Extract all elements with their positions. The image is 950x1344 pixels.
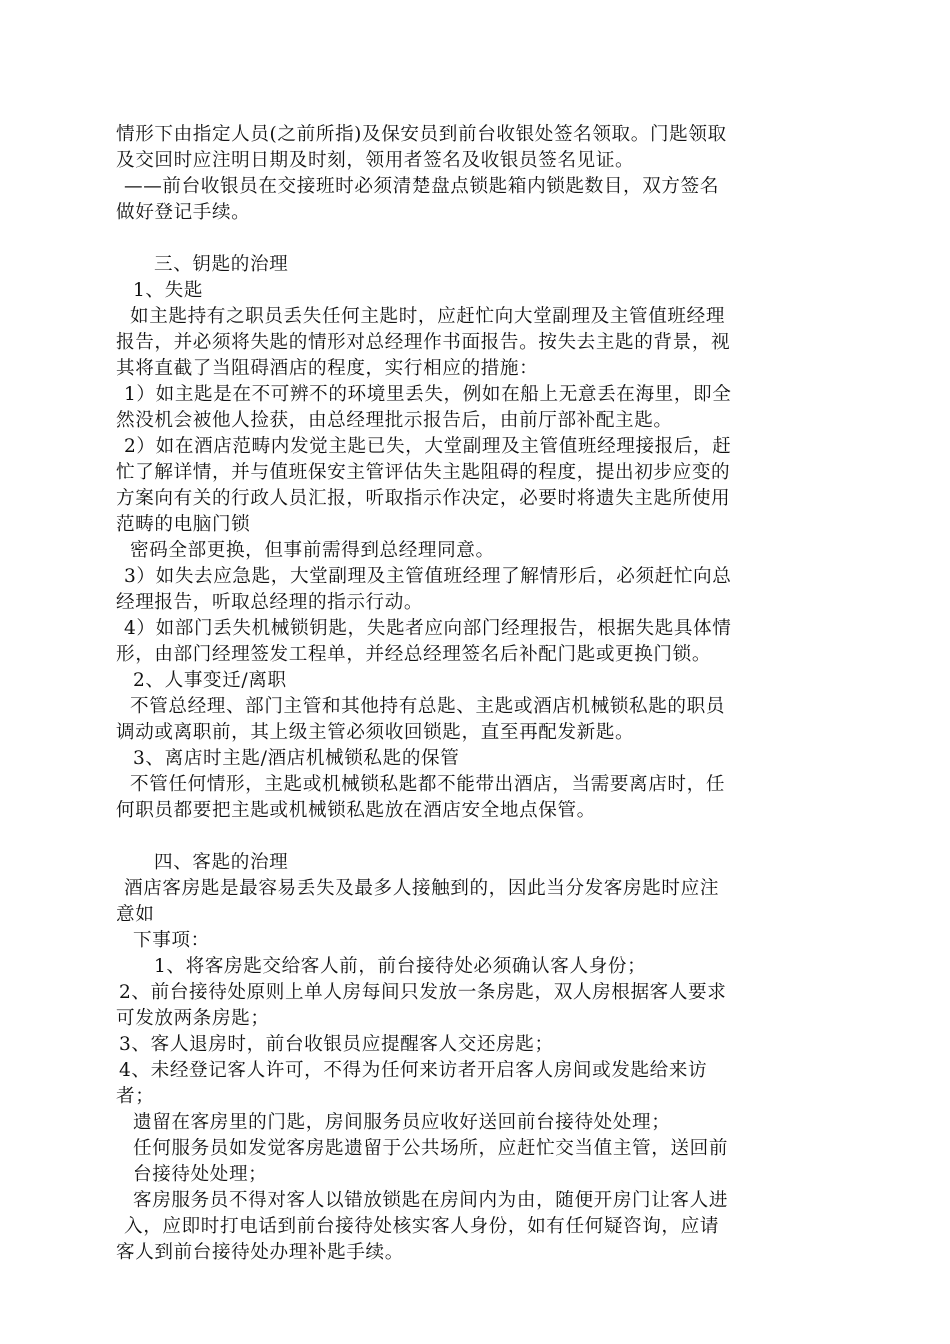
text-line: 3）如失去应急匙，大堂副理及主管值班经理了解情形后，必须赶忙向总: [124, 566, 732, 587]
text-line: 密码全部更换，但事前需得到总经理同意。: [130, 540, 495, 561]
text-line: 意如: [116, 904, 155, 925]
text-line: 及交回时应注明日期及时刻，领用者签名及收银员签名见证。: [116, 150, 635, 171]
section-heading: 三、钥匙的治理: [154, 254, 289, 275]
list-item: 4、未经登记客人许可，不得为任何来访者开启客人房间或发匙给来访: [119, 1060, 708, 1081]
text-line: 客房服务员不得对客人以错放锁匙在房间内为由，随便开房门让客人进: [133, 1190, 729, 1211]
text-line: 客人到前台接待处办理补匙手续。: [116, 1242, 404, 1263]
list-item: 1、将客房匙交给客人前，前台接待处必须确认客人身份；: [154, 956, 647, 977]
text-line: 任何服务员如发觉客房匙遗留于公共场所，应赶忙交当值主管，送回前: [133, 1138, 729, 1159]
text-line: 调动或离职前，其上级主管必须收回锁匙，直至再配发新匙。: [116, 722, 635, 743]
list-item: 2、前台接待处原则上单人房每间只发放一条房匙，双人房根据客人要求: [119, 982, 727, 1003]
text-line: 如主匙持有之职员丢失任何主匙时，应赶忙向大堂副理及主管值班经理: [130, 306, 726, 327]
text-line: 做好登记手续。: [116, 202, 251, 223]
subsection-heading: 3、离店时主匙/酒店机械锁私匙的保管: [133, 748, 460, 769]
text-line: 者；: [116, 1086, 155, 1107]
text-line: 1）如主匙是在不可辨不的环境里丢失，例如在船上无意丢在海里，即全: [124, 384, 732, 405]
text-line: 下事项：: [133, 930, 210, 951]
section-heading: 四、客匙的治理: [154, 852, 289, 873]
text-line: 不管任何情形，主匙或机械锁私匙都不能带出酒店，当需要离店时，任: [130, 774, 726, 795]
subsection-heading: 1、失匙: [133, 280, 204, 301]
text-line: 形，由部门经理签发工程单，并经总经理签名后补配门匙或更换门锁。: [116, 644, 712, 665]
text-line: 4）如部门丢失机械锁钥匙，失匙者应向部门经理报告，根据失匙具体情: [124, 618, 732, 639]
text-line: 方案向有关的行政人员汇报，听取指示作决定，必要时将遗失主匙所使用: [116, 488, 731, 509]
text-line: 忙了解详情，并与值班保安主管评估失主匙阻碍的程度，提出初步应变的: [116, 462, 731, 483]
text-line: 遗留在客房里的门匙，房间服务员应收好送回前台接待处处理；: [133, 1112, 671, 1133]
text-line: 经理报告，听取总经理的指示行动。: [116, 592, 424, 613]
text-line: 入，应即时打电话到前台接待处核实客人身份，如有任何疑咨询，应请: [124, 1216, 720, 1237]
text-line: 其将直截了当阻碍酒店的程度，实行相应的措施：: [116, 358, 539, 379]
text-line: 情形下由指定人员(之前所指)及保安员到前台收银处签名领取。门匙领取: [116, 124, 727, 145]
text-line: 不管总经理、部门主管和其他持有总匙、主匙或酒店机械锁私匙的职员: [130, 696, 726, 717]
text-line: 台接待处处理；: [133, 1164, 268, 1185]
text-line: 范畴的电脑门锁: [116, 514, 251, 535]
text-line: 2）如在酒店范畴内发觉主匙已失，大堂副理及主管值班经理接报后，赶: [124, 436, 732, 457]
subsection-heading: 2、人事变迁/离职: [133, 670, 287, 691]
list-item: 3、客人退房时，前台收银员应提醒客人交还房匙；: [119, 1034, 554, 1055]
text-line: 报告，并必须将失匙的情形对总经理作书面报告。按失去主匙的背景，视: [116, 332, 731, 353]
text-line: 然没机会被他人捡获，由总经理批示报告后，由前厅部补配主匙。: [116, 410, 673, 431]
text-line: ——前台收银员在交接班时必须清楚盘点锁匙箱内锁匙数目，双方签名: [124, 176, 720, 197]
text-line: 何职员都要把主匙或机械锁私匙放在酒店安全地点保管。: [116, 800, 596, 821]
text-line: 可发放两条房匙；: [116, 1008, 270, 1029]
text-line: 酒店客房匙是最容易丢失及最多人接触到的，因此当分发客房匙时应注: [124, 878, 720, 899]
